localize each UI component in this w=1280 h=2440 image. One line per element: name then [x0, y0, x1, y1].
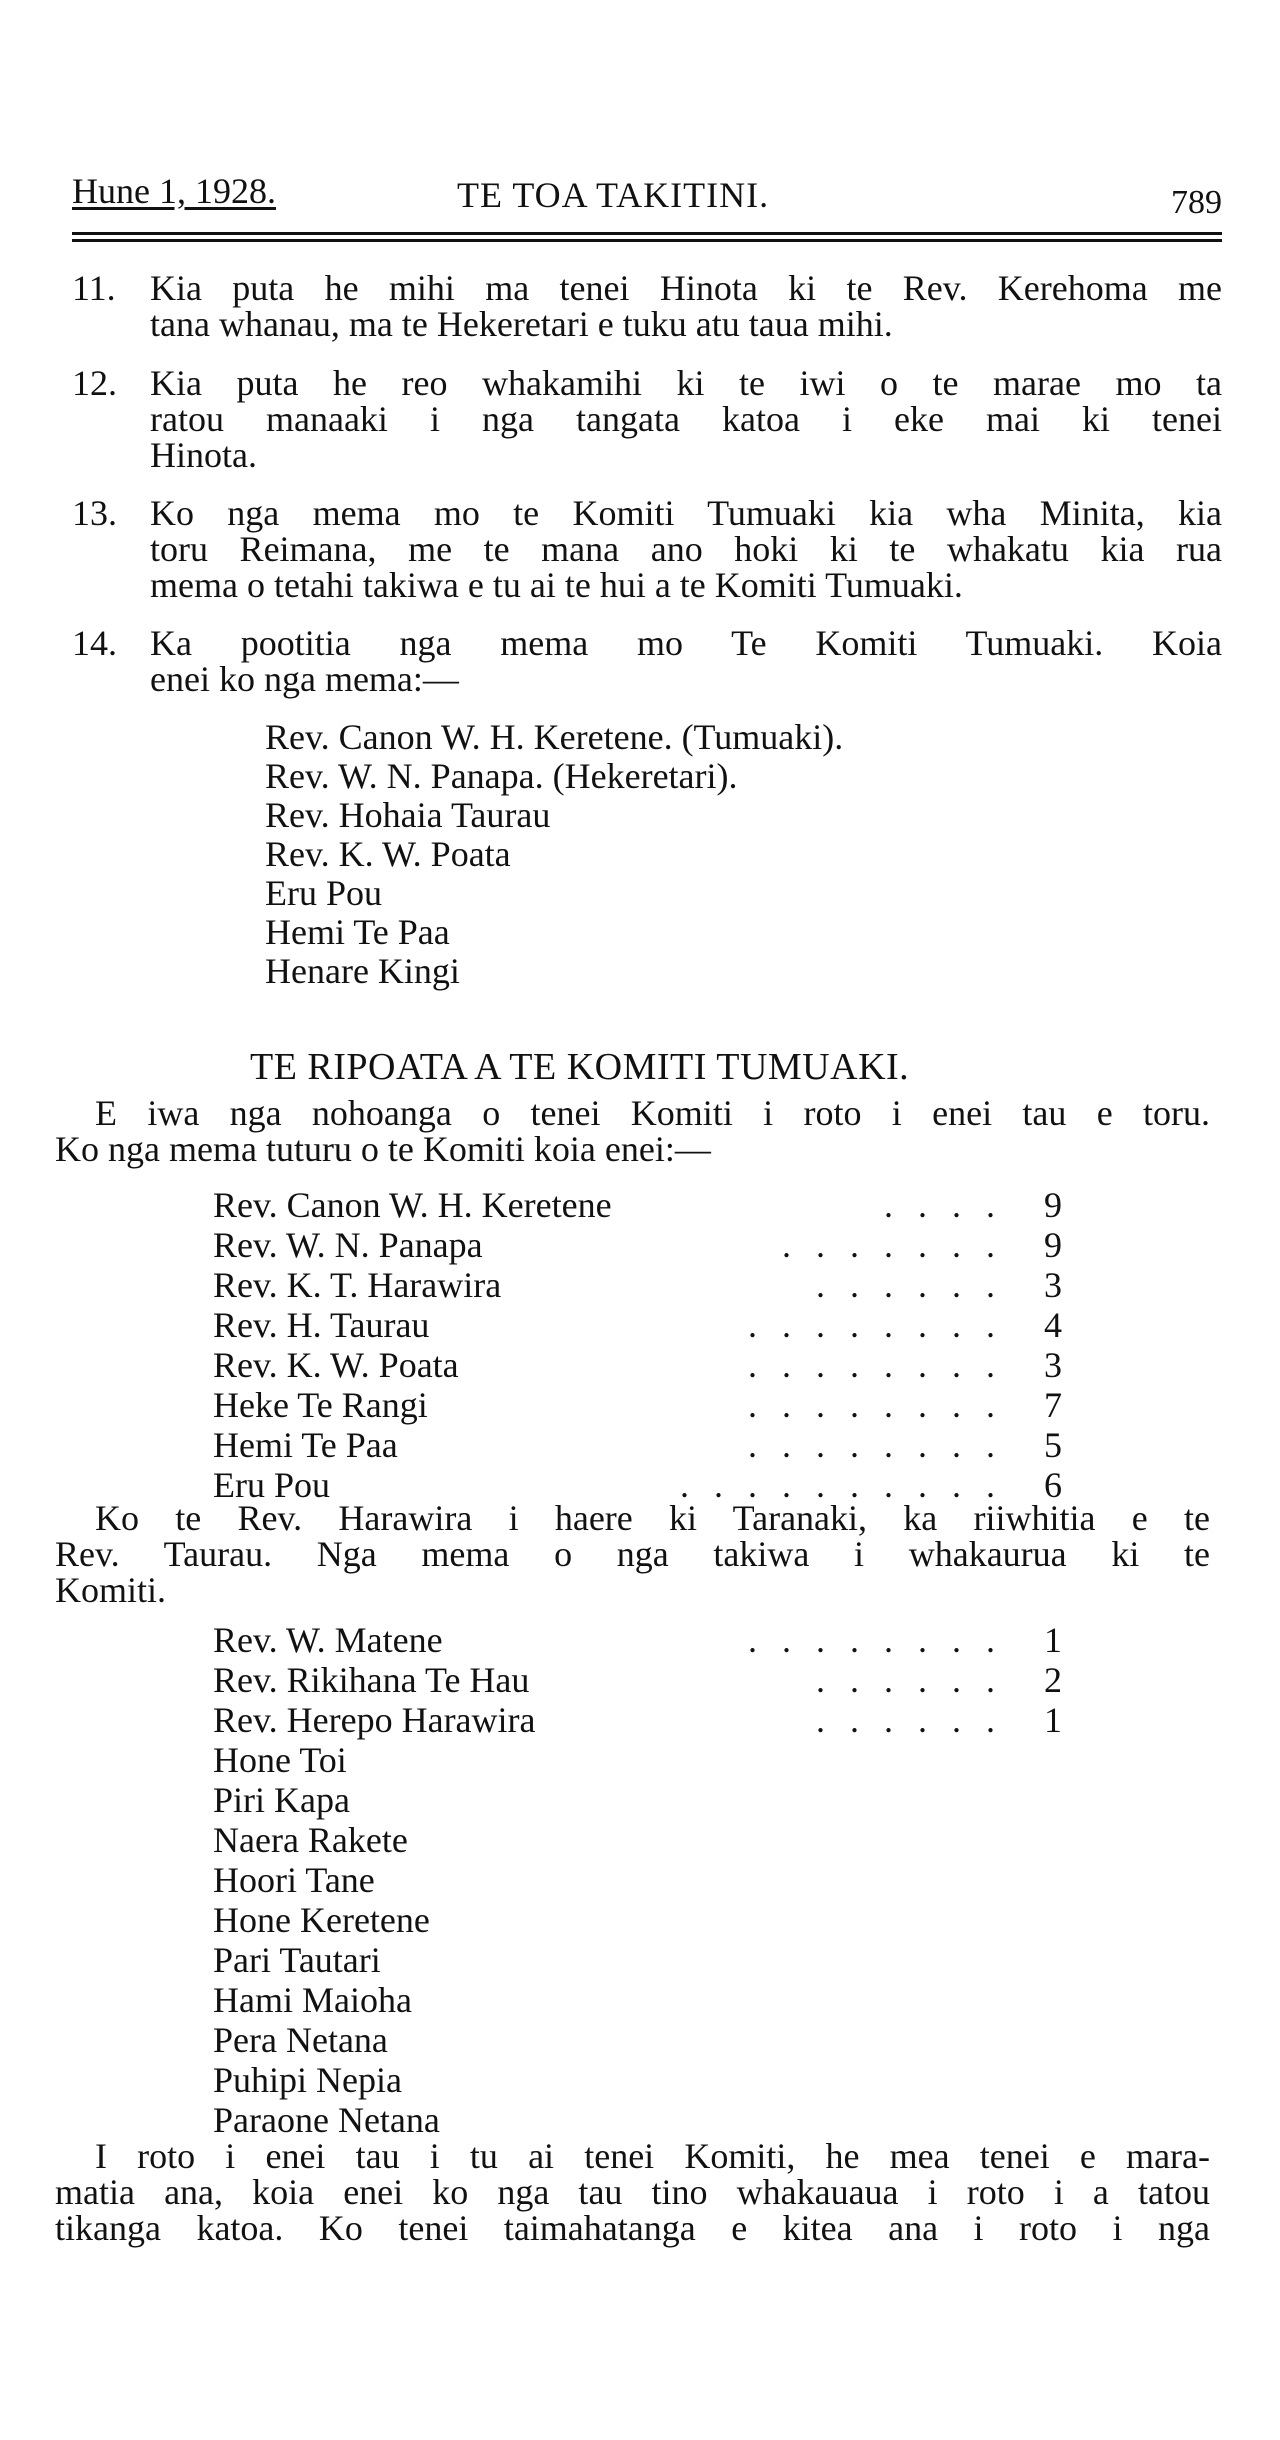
- member-name: Hemi Te Paa: [213, 1425, 398, 1465]
- list-item: Rev. K. W. Poata: [265, 834, 511, 874]
- paragraph-line: Ko te Rev. Harawira i haere ki Taranaki, ka riiwhitia e te: [95, 1498, 1210, 1538]
- table-row: [213, 1940, 1073, 1980]
- member-name: Rev. H. Taurau: [213, 1305, 430, 1345]
- attendance-table: [213, 1185, 1073, 1505]
- attendance-count: 2: [1044, 1660, 1062, 1700]
- member-name: Hone Toi: [213, 1740, 347, 1780]
- leader-dots: . . . . . .: [816, 1265, 1003, 1305]
- list-item: Rev. W. N. Panapa. (Hekeretari).: [265, 756, 738, 796]
- leader-dots: . . . . . . .: [782, 1225, 1003, 1265]
- paragraph-line: matia ana, koia enei ko nga tau tino whakauaua i roto i a tatou: [55, 2172, 1210, 2212]
- attendance-count: 3: [1044, 1265, 1062, 1305]
- district-members-table: [213, 1620, 1073, 2140]
- report-intro-paragraph: [55, 1095, 1210, 1167]
- item-line: tana whanau, ma te Hekeretari e tuku atu taua mihi.: [150, 304, 893, 344]
- member-name: Hone Keretene: [213, 1900, 430, 1940]
- section-heading: TE RIPOATA A TE KOMITI TUMUAKI.: [250, 1046, 910, 1088]
- leader-dots: . . . . . . . .: [748, 1620, 1003, 1660]
- member-name: Piri Kapa: [213, 1780, 350, 1820]
- list-item: Hemi Te Paa: [265, 912, 450, 952]
- item-line: mema o tetahi takiwa e tu ai te hui a te Komiti Tumuaki.: [150, 565, 963, 605]
- paragraph-line: E iwa nga nohoanga o tenei Komiti i roto i enei tau e toru.: [95, 1093, 1210, 1133]
- item-body: [150, 365, 1222, 473]
- table-row: [213, 1225, 1073, 1265]
- attendance-count: 3: [1044, 1345, 1062, 1385]
- attendance-count: 5: [1044, 1425, 1062, 1465]
- item-body: [150, 495, 1222, 603]
- item-number: 12.: [72, 363, 117, 403]
- attendance-count: 1: [1044, 1700, 1062, 1740]
- closing-paragraph: [55, 2138, 1210, 2246]
- member-name: Eru Pou: [213, 1465, 330, 1505]
- committee-member-list: [265, 718, 843, 991]
- member-name: Rev. K. W. Poata: [213, 1345, 459, 1385]
- header-rule-bottom: [72, 239, 1222, 242]
- header-rule-top: [72, 232, 1222, 235]
- leader-dots: . . . . . . . .: [748, 1425, 1003, 1465]
- member-name: Rev. Rikihana Te Hau: [213, 1660, 530, 1700]
- member-name: Pera Netana: [213, 2020, 388, 2060]
- member-name: Rev. K. T. Harawira: [213, 1265, 502, 1305]
- attendance-count: 1: [1044, 1620, 1062, 1660]
- issue-date: Hune 1, 1928.: [72, 171, 276, 211]
- item-line: enei ko nga mema:—: [150, 659, 459, 699]
- item-line: Ka pootitia nga mema mo Te Komiti Tumuaki. Koia: [150, 623, 1222, 663]
- list-item: Rev. Canon W. H. Keretene. (Tumuaki).: [265, 717, 844, 757]
- leader-dots: . . . . . .: [816, 1700, 1003, 1740]
- running-header: [72, 170, 1222, 230]
- leader-dots: . . . . . . . .: [748, 1305, 1003, 1345]
- list-item: Henare Kingi: [265, 951, 460, 991]
- member-name: Hami Maioha: [213, 1980, 412, 2020]
- list-item: Rev. Hohaia Taurau: [265, 795, 551, 835]
- leader-dots: . . . . . . . . . .: [680, 1465, 1003, 1505]
- item-line: Kia puta he mihi ma tenei Hinota ki te Rev. Kerehoma me: [150, 268, 1222, 308]
- item-body: [150, 625, 1222, 697]
- member-name: Paraone Netana: [213, 2100, 440, 2140]
- attendance-count: 4: [1044, 1305, 1062, 1345]
- table-row: [213, 1265, 1073, 1305]
- table-row: [213, 1820, 1073, 1860]
- member-name: Pari Tautari: [213, 1940, 381, 1980]
- publication-title: TE TOA TAKITINI.: [457, 175, 770, 215]
- paragraph-line: I roto i enei tau i tu ai tenei Komiti, he mea tenei e mara-: [95, 2136, 1210, 2176]
- leader-dots: . . . . . .: [816, 1660, 1003, 1700]
- item-number: 14.: [72, 623, 117, 663]
- item-line: Hinota.: [150, 435, 257, 475]
- table-row: [213, 1185, 1073, 1225]
- item-line: Ko nga mema mo te Komiti Tumuaki kia wha Minita, kia: [150, 493, 1222, 533]
- member-name: Rev. W. N. Panapa: [213, 1225, 483, 1265]
- item-number: 13.: [72, 493, 117, 533]
- paragraph-line: Rev. Taurau. Nga mema o nga takiwa i whakaurua ki te: [55, 1534, 1210, 1574]
- table-row: [213, 1860, 1073, 1900]
- item-line: Kia puta he reo whakamihi ki te iwi o te marae mo ta: [150, 363, 1222, 403]
- member-name: Heke Te Rangi: [213, 1385, 428, 1425]
- item-line: toru Reimana, me te mana ano hoki ki te whakatu kia rua: [150, 529, 1222, 569]
- leader-dots: . . . .: [884, 1185, 1003, 1225]
- attendance-count: 9: [1044, 1185, 1062, 1225]
- table-row: [213, 1660, 1073, 1700]
- member-name: Hoori Tane: [213, 1860, 375, 1900]
- table-row: [213, 2020, 1073, 2060]
- item-number: 11.: [72, 268, 116, 308]
- member-name: Rev. Herepo Harawira: [213, 1700, 536, 1740]
- table-row: [213, 1620, 1073, 1660]
- leader-dots: . . . . . . . .: [748, 1345, 1003, 1385]
- member-name: Puhipi Nepia: [213, 2060, 402, 2100]
- table-row: [213, 2060, 1073, 2100]
- attendance-count: 9: [1044, 1225, 1062, 1265]
- table-row: [213, 1780, 1073, 1820]
- table-row: [213, 1700, 1073, 1740]
- leader-dots: . . . . . . . .: [748, 1385, 1003, 1425]
- member-name: Rev. W. Matene: [213, 1620, 443, 1660]
- replacement-paragraph: [55, 1500, 1210, 1608]
- member-name: Naera Rakete: [213, 1820, 408, 1860]
- table-row: [213, 2100, 1073, 2140]
- member-name: Rev. Canon W. H. Keretene: [213, 1185, 612, 1225]
- item-body: [150, 270, 1222, 342]
- paragraph-line: Ko nga mema tuturu o te Komiti koia enei:—: [55, 1129, 711, 1169]
- table-row: [213, 1305, 1073, 1345]
- table-row: [213, 1900, 1073, 1940]
- page-number: 789: [1171, 184, 1222, 221]
- attendance-count: 6: [1044, 1465, 1062, 1505]
- table-row: [213, 1425, 1073, 1465]
- paragraph-line: Komiti.: [55, 1570, 167, 1610]
- list-item: Eru Pou: [265, 873, 382, 913]
- table-row: [213, 1740, 1073, 1780]
- attendance-count: 7: [1044, 1385, 1062, 1425]
- item-line: ratou manaaki i nga tangata katoa i eke mai ki tenei: [150, 399, 1222, 439]
- table-row: [213, 1345, 1073, 1385]
- paragraph-line: tikanga katoa. Ko tenei taimahatanga e kitea ana i roto i nga: [55, 2208, 1210, 2248]
- table-row: [213, 1385, 1073, 1425]
- table-row: [213, 1980, 1073, 2020]
